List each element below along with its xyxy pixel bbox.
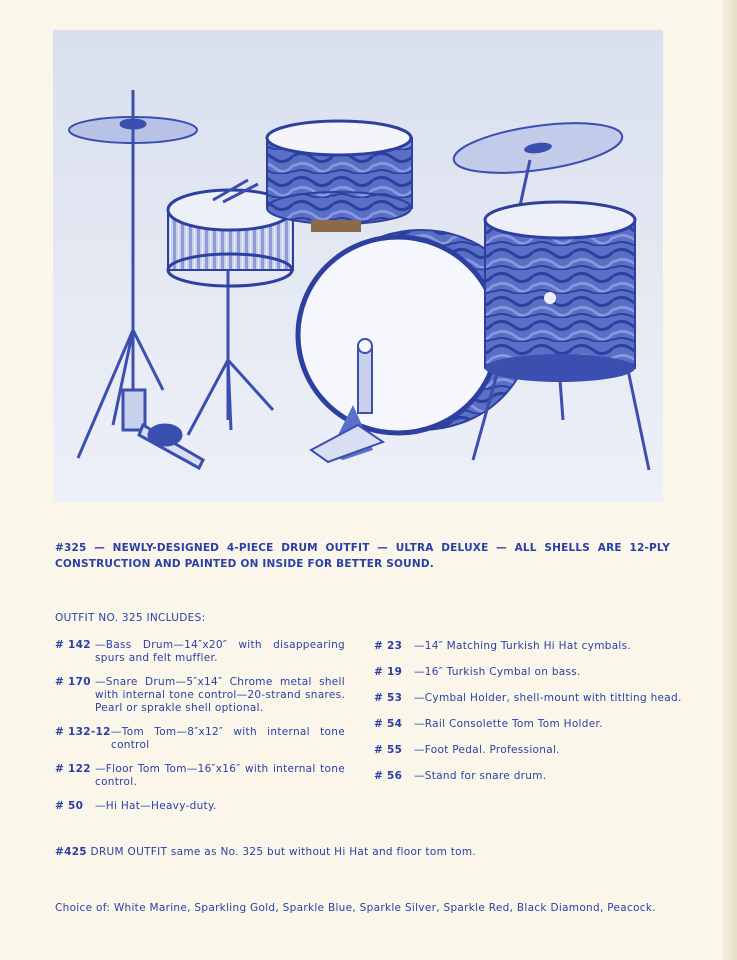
item-number: # 122 <box>55 763 91 775</box>
includes-list-right <box>374 640 682 796</box>
list-item <box>374 718 674 731</box>
item-number: # 55 <box>374 744 403 756</box>
item-number: # 142 <box>55 639 91 651</box>
page-edge <box>723 0 737 960</box>
outfit-425-text: DRUM OUTFIT same as No. 325 but without Hi Hat and floor tom tom. <box>86 846 477 858</box>
item-description: —16″ Turkish Cymbal on bass. <box>414 666 581 678</box>
item-description: —Stand for snare drum. <box>414 770 547 782</box>
color-choices: Choice of: White Marine, Sparkling Gold, Sparkle Blue, Sparkle Silver, Sparkle Red, Black Diamond, Peacock. <box>55 902 656 914</box>
item-description: —Floor Tom Tom—16″x16″ with internal tone control. <box>95 763 345 788</box>
item-description: —Bass Drum—14″x20″ with disappearing spurs and felt muffler. <box>95 639 345 664</box>
item-number: # 53 <box>374 692 403 704</box>
outfit-headline: #325 — NEWLY-DESIGNED 4-PIECE DRUM OUTFIT — ULTRA DELUXE — ALL SHELLS ARE 12-PLY CONSTRUCTION AND PAINTED ON INSIDE FOR BETTER SOUND. <box>55 542 670 570</box>
item-number: # 132-12 <box>55 726 111 738</box>
item-description: —Cymbal Holder, shell-mount with titlting head. <box>414 692 682 704</box>
list-item <box>55 676 345 715</box>
list-item <box>55 639 345 665</box>
item-number: # 54 <box>374 718 403 730</box>
list-item <box>374 666 674 679</box>
item-description: —Hi Hat—Heavy-duty. <box>95 800 217 812</box>
tom-tom <box>267 121 412 232</box>
item-description: —Tom Tom—8″x12″ with internal tone control <box>111 726 345 751</box>
list-item <box>374 692 682 705</box>
item-description: —Foot Pedal. Professional. <box>414 744 560 756</box>
outfit-425-note <box>55 846 476 858</box>
item-description: —Rail Consolette Tom Tom Holder. <box>414 718 603 730</box>
drum-outfit-photo <box>53 30 663 502</box>
includes-list-left <box>55 639 345 824</box>
item-number: # 50 <box>55 800 84 812</box>
includes-heading: OUTFIT NO. 325 INCLUDES: <box>55 612 206 624</box>
item-number: # 19 <box>374 666 403 678</box>
item-description: —Snare Drum—5″x14″ Chrome metal shell with internal tone control—20-strand snares. Pearl or sprakle shell optional. <box>95 676 345 714</box>
list-item <box>374 770 674 783</box>
outfit-425-number: #425 <box>55 846 87 858</box>
item-number: # 170 <box>55 676 91 688</box>
list-item <box>55 800 345 813</box>
list-item <box>374 640 674 653</box>
item-description: —14″ Matching Turkish Hi Hat cymbals. <box>414 640 632 652</box>
list-item <box>374 744 674 757</box>
list-item <box>55 726 345 752</box>
item-number: # 23 <box>374 640 403 652</box>
list-item <box>55 763 345 789</box>
item-number: # 56 <box>374 770 403 782</box>
